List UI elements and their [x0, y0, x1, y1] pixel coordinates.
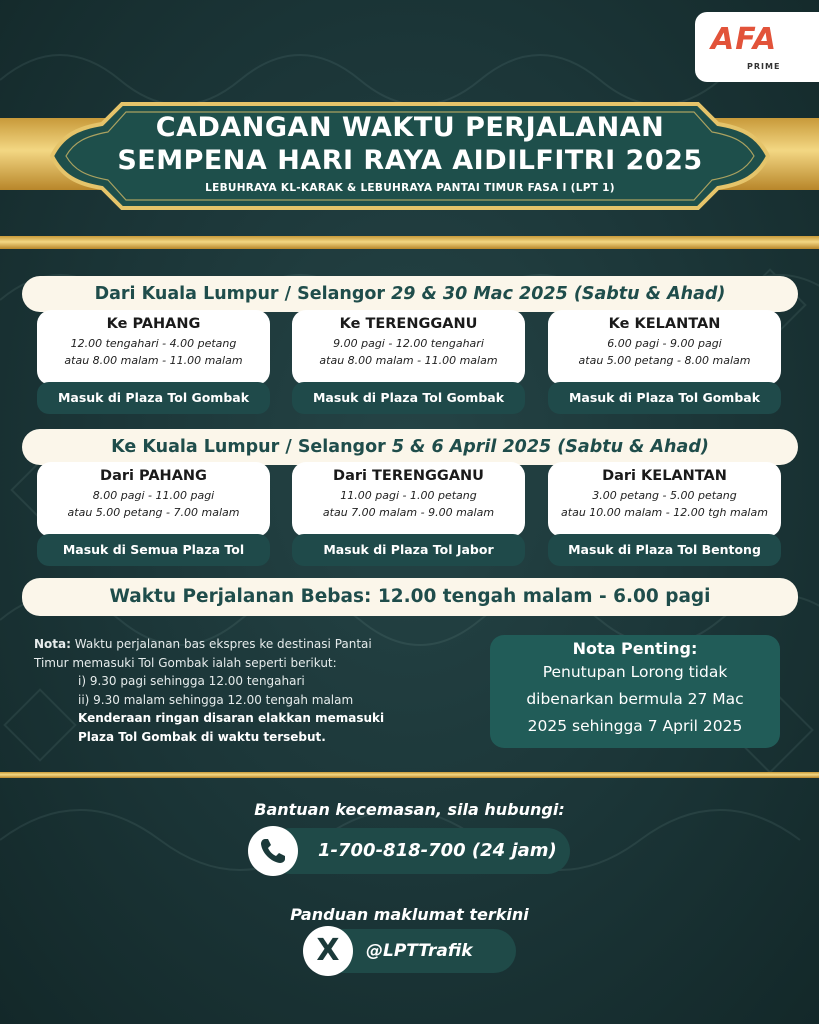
card-title: Dari KELANTAN — [602, 468, 727, 484]
note-warn1: Kenderaan ringan disaran elakkan memasuki — [78, 711, 385, 725]
card-time-2: atau 10.00 malam - 12.00 tgh malam — [561, 506, 768, 519]
divider-gold-top — [0, 236, 819, 249]
outbound-header — [22, 276, 798, 312]
card-title: Ke TERENGGANU — [339, 316, 478, 332]
free-travel-time: 12.00 tengah malam - 6.00 pagi — [377, 586, 711, 607]
outbound-card-terengganu — [292, 310, 525, 385]
outbound-card-pahang — [37, 310, 270, 385]
important-body — [490, 659, 780, 740]
inbound-card-pahang — [37, 462, 270, 537]
outbound-plaza-kelantan: Masuk di Plaza Tol Gombak — [548, 382, 781, 414]
bus-note — [34, 635, 464, 746]
important-note-box — [490, 635, 780, 748]
inbound-label: Ke Kuala Lumpur / Selangor — [111, 437, 386, 457]
x-twitter-icon: X — [303, 926, 353, 976]
card-title: Ke PAHANG — [106, 316, 201, 332]
brand-logo — [695, 12, 819, 82]
emergency-phone-number[interactable]: 1-700-818-700 (24 jam) — [318, 840, 557, 861]
note-line2: Timur memasuki Tol Gombak ialah seperti berikut: — [34, 655, 337, 670]
inbound-plaza-terengganu: Masuk di Plaza Tol Jabor — [292, 534, 525, 566]
card-time-2: atau 8.00 malam - 11.00 malam — [319, 354, 498, 367]
card-time-2: atau 7.00 malam - 9.00 malam — [322, 506, 495, 519]
social-label: Panduan maklumat terkini — [290, 905, 529, 924]
card-time — [548, 487, 781, 521]
phone-icon — [248, 826, 298, 876]
card-title: Dari PAHANG — [100, 468, 207, 484]
inbound-plaza-kelantan: Masuk di Plaza Tol Bentong — [548, 534, 781, 566]
card-title: Dari TERENGGANU — [333, 468, 484, 484]
card-title: Ke KELANTAN — [608, 316, 721, 332]
emergency-label: Bantuan kecemasan, sila hubungi: — [254, 800, 565, 819]
note-warn2: Plaza Tol Gombak di waktu tersebut. — [78, 729, 326, 744]
outbound-dates: 29 & 30 Mac 2025 (Sabtu & Ahad) — [391, 284, 726, 304]
inbound-header — [22, 429, 798, 465]
card-time-1: 9.00 pagi - 12.00 tengahari — [333, 337, 484, 350]
card-time — [37, 487, 270, 521]
banner-title-line1: CADANGAN WAKTU PERJALANAN — [155, 112, 665, 143]
card-time — [548, 335, 781, 369]
inbound-card-terengganu — [292, 462, 525, 537]
card-time-2: atau 5.00 petang - 8.00 malam — [578, 354, 751, 367]
note-label: Nota: — [34, 637, 71, 651]
outbound-plaza-terengganu: Masuk di Plaza Tol Gombak — [292, 382, 525, 414]
social-handle[interactable]: @LPTTrafik — [366, 941, 473, 961]
divider-gold-bottom — [0, 772, 819, 778]
note-item2: ii) 9.30 malam sehingga 12.00 tengah malam — [78, 692, 354, 707]
outbound-card-kelantan — [548, 310, 781, 385]
banner-title-line2: SEMPENA HARI RAYA AIDILFITRI 2025 — [117, 145, 703, 176]
note-line1: Waktu perjalanan bas ekspres ke destinasi Pantai — [74, 637, 372, 651]
logo-text: AFA — [711, 22, 778, 57]
card-time-1: 8.00 pagi - 11.00 pagi — [92, 489, 215, 502]
free-travel-label: Waktu Perjalanan Bebas: — [109, 586, 372, 607]
inbound-card-kelantan — [548, 462, 781, 537]
card-time — [292, 335, 525, 369]
card-time — [37, 335, 270, 369]
card-time-2: atau 5.00 petang - 7.00 malam — [67, 506, 240, 519]
card-time-1: 3.00 petang - 5.00 petang — [592, 489, 737, 502]
banner-subtitle: LEBUHRAYA KL-KARAK & LEBUHRAYA PANTAI TIMUR FASA I (LPT 1) — [205, 182, 615, 194]
card-time-1: 12.00 tengahari - 4.00 petang — [70, 337, 237, 350]
logo-subtext: PRIME — [747, 62, 781, 71]
inbound-plaza-pahang: Masuk di Semua Plaza Tol — [37, 534, 270, 566]
card-time-2: atau 8.00 malam - 11.00 malam — [64, 354, 243, 367]
card-time-1: 6.00 pagi - 9.00 pagi — [607, 337, 722, 350]
outbound-plaza-pahang: Masuk di Plaza Tol Gombak — [37, 382, 270, 414]
emergency-phone-pill[interactable] — [268, 828, 570, 874]
card-time — [292, 487, 525, 521]
note-item1: i) 9.30 pagi sehingga 12.00 tengahari — [78, 674, 305, 688]
free-travel-bar — [22, 578, 798, 616]
outbound-label: Dari Kuala Lumpur / Selangor — [94, 284, 386, 304]
important-line2: dibenarkan bermula 27 Mac — [526, 690, 744, 708]
important-line1: Penutupan Lorong tidak — [542, 663, 728, 681]
important-heading: Nota Penting: — [572, 639, 698, 658]
inbound-dates: 5 & 6 April 2025 (Sabtu & Ahad) — [391, 437, 709, 457]
important-line3: 2025 sehingga 7 April 2025 — [527, 717, 743, 735]
card-time-1: 11.00 pagi - 1.00 petang — [340, 489, 477, 502]
